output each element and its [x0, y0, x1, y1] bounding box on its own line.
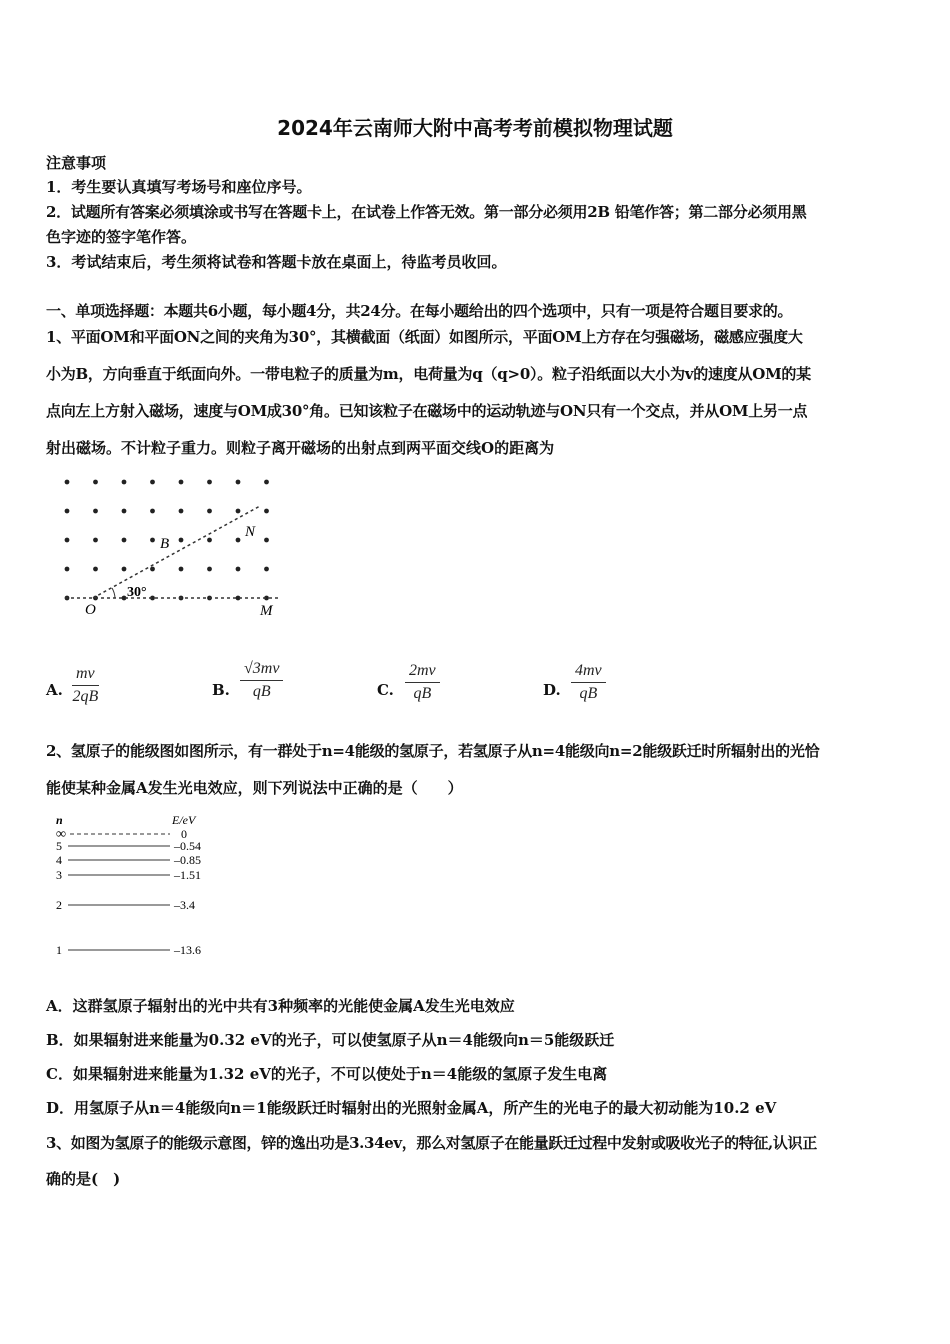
numerator: mv	[76, 665, 95, 682]
energy-levels	[56, 827, 201, 957]
e-axis-label: E/eV	[172, 813, 196, 827]
level-n-label: 3	[56, 868, 62, 882]
q2-option-a[interactable]: A．这群氢原子辐射出的光中共有3种频率的光能使金属A发生光电效应	[46, 997, 515, 1015]
field-dot	[150, 480, 155, 485]
level-n-label: 4	[56, 853, 62, 867]
label-angle: 30°	[127, 585, 147, 600]
field-dot	[65, 509, 70, 514]
label-b: B	[160, 536, 170, 552]
q2-option-b[interactable]: B．如果辐射进来能量为0.32 eV的光子，可以使氢原子从n＝4能级向n＝5能级跃迁	[46, 1031, 615, 1049]
field-dot	[179, 538, 184, 543]
level-energy-label: –13.6	[174, 943, 201, 957]
field-dot	[236, 480, 241, 485]
field-dot	[93, 538, 98, 543]
q2-option-c[interactable]: C．如果辐射进来能量为1.32 eV的光子，不可以使处于n＝4能级的氢原子发生电离	[46, 1065, 608, 1083]
q1-line: 1、平面OM和平面ON之间的夹角为30°，其横截面（纸面）如图所示，平面OM上方存在匀强磁场，磁感应强度大	[46, 328, 803, 346]
notice-item: 色字迹的签字笔作答。	[46, 228, 197, 246]
option-c-fraction	[405, 662, 440, 703]
label-o: O	[85, 602, 96, 618]
level-n-label: 2	[56, 898, 62, 912]
notice-item: 1．考生要认真填写考场号和座位序号。	[46, 178, 312, 196]
q1-line: 小为B，方向垂直于纸面向外。一带电粒子的质量为m，电荷量为q（q>0）。粒子沿纸面以大小为v的速度从OM的某	[46, 365, 811, 383]
q2-line: 2、氢原子的能级图如图所示，有一群处于n=4能级的氢原子，若氢原子从n=4能级向n=2能级跃迁时所辐射出的光恰	[46, 742, 820, 760]
level-energy-label: –0.85	[174, 853, 201, 867]
q2-option-d[interactable]: D．用氢原子从n＝4能级向n＝1能级跃迁时辐射出的光照射金属A，所产生的光电子的最大初动能为10.2 eV	[46, 1099, 777, 1117]
plane-on-line	[93, 506, 260, 598]
field-dot	[264, 567, 269, 572]
field-dot	[93, 480, 98, 485]
field-dot	[179, 567, 184, 572]
denominator: 2qB	[72, 688, 99, 705]
level-n-label: 1	[56, 943, 62, 957]
option-a-label[interactable]: A.	[46, 681, 63, 699]
field-dot	[236, 509, 241, 514]
field-dot	[122, 567, 127, 572]
field-dot	[264, 480, 269, 485]
field-dot	[207, 567, 212, 572]
denominator: qB	[579, 685, 598, 702]
section-heading: 一、单项选择题：本题共6小题，每小题4分，共24分。在每小题给出的四个选项中，只有一项是符合题目要求的。	[46, 302, 793, 320]
level-energy-label: –0.54	[174, 839, 201, 853]
notice-item: 3．考试结束后，考生须将试卷和答题卡放在桌面上，待监考员收回。	[46, 253, 507, 271]
field-dot	[236, 567, 241, 572]
option-b-label[interactable]: B.	[212, 681, 230, 699]
field-dot	[65, 538, 70, 543]
field-dot	[207, 538, 212, 543]
field-dot	[122, 480, 127, 485]
numerator: 2mv	[409, 662, 436, 679]
field-dot	[236, 538, 241, 543]
field-dot	[179, 480, 184, 485]
field-dot	[122, 509, 127, 514]
denominator: qB	[252, 683, 271, 700]
option-b-fraction	[240, 660, 283, 701]
field-dot	[150, 567, 155, 572]
q3-line: 3、如图为氢原子的能级示意图，锌的逸出功是3.34ev，那么对氢原子在能量跃迁过程中发射或吸收光子的特征,认识正	[46, 1134, 817, 1152]
level-n-label: 5	[56, 839, 62, 853]
field-dot	[150, 538, 155, 543]
level-energy-label: 0	[181, 827, 187, 841]
field-dot	[207, 509, 212, 514]
magnetic-field-figure	[55, 470, 295, 620]
field-dot	[93, 567, 98, 572]
field-dot	[264, 538, 269, 543]
n-axis-label: n	[56, 813, 63, 827]
notice-heading: 注意事项	[46, 154, 107, 172]
level-energy-label: –3.4	[174, 898, 195, 912]
field-dot	[93, 509, 98, 514]
label-n: N	[245, 524, 256, 540]
field-dot	[179, 509, 184, 514]
numerator: 4mv	[575, 662, 602, 679]
option-a-fraction	[72, 665, 99, 706]
page-title: 2024年云南师大附中高考考前模拟物理试题	[277, 116, 673, 140]
field-dot	[65, 480, 70, 485]
field-dot	[65, 567, 70, 572]
energy-level-diagram	[50, 812, 230, 962]
angle-arc	[112, 588, 115, 598]
q1-line: 射出磁场。不计粒子重力。则粒子离开磁场的出射点到两平面交线O的距离为	[46, 439, 555, 457]
level-energy-label: –1.51	[174, 868, 201, 882]
q1-line: 点向左上方射入磁场，速度与OM成30°角。已知该粒子在磁场中的运动轨迹与ON只有一个交点，并从OM上另一点	[46, 402, 808, 420]
field-dot	[122, 538, 127, 543]
numerator: √3mv	[244, 660, 280, 677]
option-c-label[interactable]: C.	[377, 681, 394, 699]
option-d-fraction	[571, 662, 606, 703]
field-dot	[264, 509, 269, 514]
field-dot	[150, 509, 155, 514]
label-m: M	[260, 603, 273, 619]
q3-line: 确的是( )	[46, 1170, 121, 1188]
denominator: qB	[413, 685, 432, 702]
q2-line: 能使某种金属A发生光电效应，则下列说法中正确的是（ ）	[46, 779, 463, 797]
notice-item: 2．试题所有答案必须填涂或书写在答题卡上，在试卷上作答无效。第一部分必须用2B 铅笔作答；第二部分必须用黑	[46, 203, 807, 221]
field-dot	[207, 480, 212, 485]
level-n-label: ∞	[56, 827, 66, 842]
option-d-label[interactable]: D.	[543, 681, 561, 699]
